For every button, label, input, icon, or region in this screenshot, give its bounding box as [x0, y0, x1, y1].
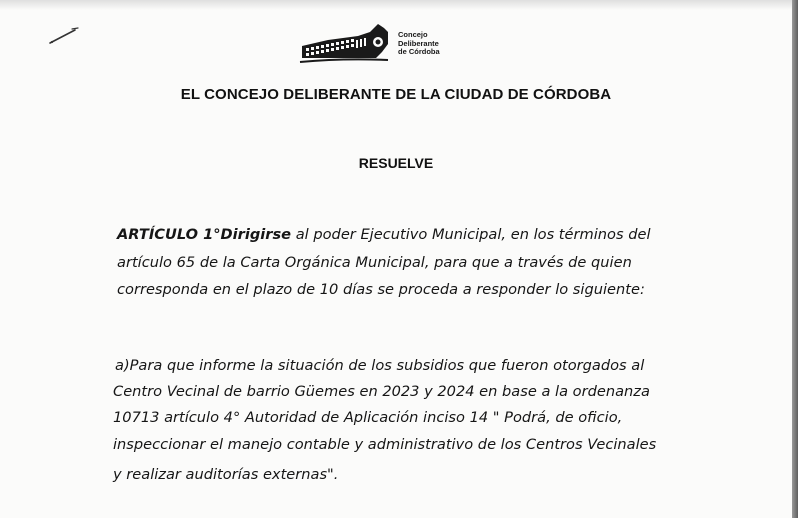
logo-line-2: Deliberante [398, 38, 439, 48]
page-edge [792, 0, 798, 518]
item-a-line-4: inspeccionar el manejo contable y administrativo de los Centros Vecinales [113, 436, 657, 453]
scan-shadow [0, 0, 792, 10]
article-label: ARTÍCULO 1°Dirigirse [117, 226, 292, 243]
item-a-line-5: y realizar auditorías externas". [113, 466, 339, 483]
council-building-icon [298, 18, 478, 70]
item-a-line-1: a)Para que informe la situación de los subsidios que fueron otorgados al [115, 357, 645, 374]
organization-heading: EL CONCEJO DELIBERANTE DE LA CIUDAD DE CÓRDOBA [180, 86, 612, 103]
resolves-heading: RESUELVE [358, 155, 434, 171]
article-line-1-text: al poder Ejecutivo Municipal, en los términos del [291, 226, 651, 243]
article-line-3: corresponda en el plazo de 10 días se proceda a responder lo siguiente: [117, 281, 645, 298]
article-line-1 [117, 226, 651, 244]
item-a-line-3: 10713 artículo 4° Autoridad de Aplicación inciso 14 " Podrá, de oficio, [113, 409, 623, 426]
item-a-line-2: Centro Vecinal de barrio Güemes en 2023 y 2024 en base a la ordenanza [113, 383, 650, 400]
logo-wordmark [398, 31, 440, 57]
article-line-2: artículo 65 de la Carta Orgánica Municipal, para que a través de quien [117, 254, 632, 271]
pen-stroke-mark [48, 26, 80, 46]
logo-line-3: de Córdoba [398, 47, 440, 56]
logo-line-1: Concejo [398, 30, 428, 39]
